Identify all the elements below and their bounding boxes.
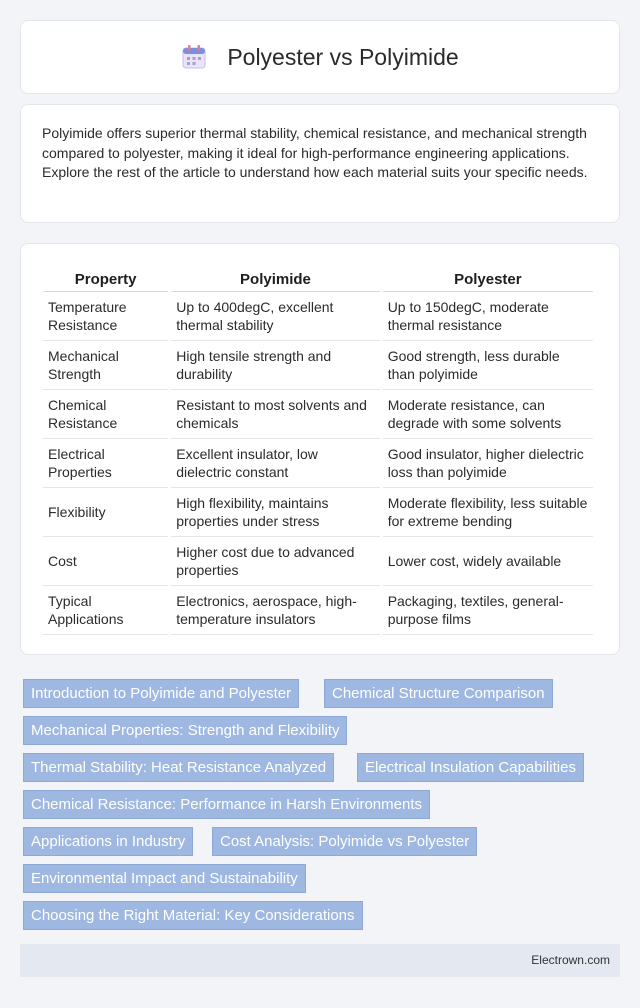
table-row xyxy=(43,390,593,439)
property-cell: Mechanical Strength xyxy=(43,341,168,390)
polyester-cell: Good insulator, higher dielectric loss than polyimide xyxy=(383,439,593,488)
polyester-cell: Packaging, textiles, general-purpose films xyxy=(383,586,593,635)
page-title: Polyester vs Polyimide xyxy=(227,43,459,70)
calendar-icon xyxy=(181,44,207,70)
property-cell: Temperature Resistance xyxy=(43,292,168,341)
intro-card xyxy=(20,104,620,223)
table-row xyxy=(43,537,593,586)
polyester-cell: Good strength, less durable than polyimide xyxy=(383,341,593,390)
tag-cost-analysis[interactable]: Cost Analysis: Polyimide vs Polyester xyxy=(212,827,477,856)
tag-environmental-impact[interactable]: Environmental Impact and Sustainability xyxy=(23,864,306,893)
property-cell: Electrical Properties xyxy=(43,439,168,488)
property-cell: Typical Applications xyxy=(43,586,168,635)
header-polyimide: Polyimide xyxy=(171,264,379,292)
tag-electrical-insulation[interactable]: Electrical Insulation Capabilities xyxy=(357,753,584,782)
table-row xyxy=(43,586,593,635)
polyimide-cell: Excellent insulator, low dielectric constant xyxy=(171,439,379,488)
table-header-row xyxy=(43,264,593,292)
footer-source: Electrown.com xyxy=(531,953,610,967)
polyimide-cell: High flexibility, maintains properties under stress xyxy=(171,488,379,537)
header-polyester: Polyester xyxy=(383,264,593,292)
tag-chemical-resistance[interactable]: Chemical Resistance: Performance in Harsh Environments xyxy=(23,790,430,819)
table-row xyxy=(43,292,593,341)
property-cell: Cost xyxy=(43,537,168,586)
polyester-cell: Moderate resistance, can degrade with some solvents xyxy=(383,390,593,439)
table-row xyxy=(43,488,593,537)
polyester-cell: Moderate flexibility, less suitable for extreme bending xyxy=(383,488,593,537)
polyimide-cell: Resistant to most solvents and chemicals xyxy=(171,390,379,439)
intro-text: Polyimide offers superior thermal stability, chemical resistance, and mechanical strength compared to polyester, making it ideal for high-performance engineering applications. Explore the rest of the article to understand how each material suits your specific needs. xyxy=(42,125,588,180)
tag-applications[interactable]: Applications in Industry xyxy=(23,827,193,856)
tag-choosing-material[interactable]: Choosing the Right Material: Key Considerations xyxy=(23,901,363,930)
header-property: Property xyxy=(43,264,168,292)
property-cell: Flexibility xyxy=(43,488,168,537)
polyimide-cell: Electronics, aerospace, high-temperature insulators xyxy=(171,586,379,635)
tag-thermal-stability[interactable]: Thermal Stability: Heat Resistance Analyzed xyxy=(23,753,334,782)
polyimide-cell: Higher cost due to advanced properties xyxy=(171,537,379,586)
table-row xyxy=(43,439,593,488)
tag-mechanical-properties[interactable]: Mechanical Properties: Strength and Flexibility xyxy=(23,716,347,745)
footer xyxy=(20,944,620,977)
tag-chemical-structure[interactable]: Chemical Structure Comparison xyxy=(324,679,553,708)
property-cell: Chemical Resistance xyxy=(43,390,168,439)
comparison-table xyxy=(40,264,596,635)
comparison-table-card xyxy=(20,243,620,655)
header-card xyxy=(20,20,620,94)
polyimide-cell: High tensile strength and durability xyxy=(171,341,379,390)
polyimide-cell: Up to 400degC, excellent thermal stability xyxy=(171,292,379,341)
polyester-cell: Up to 150degC, moderate thermal resistance xyxy=(383,292,593,341)
polyester-cell: Lower cost, widely available xyxy=(383,537,593,586)
table-row xyxy=(43,341,593,390)
tag-introduction[interactable]: Introduction to Polyimide and Polyester xyxy=(23,679,299,708)
